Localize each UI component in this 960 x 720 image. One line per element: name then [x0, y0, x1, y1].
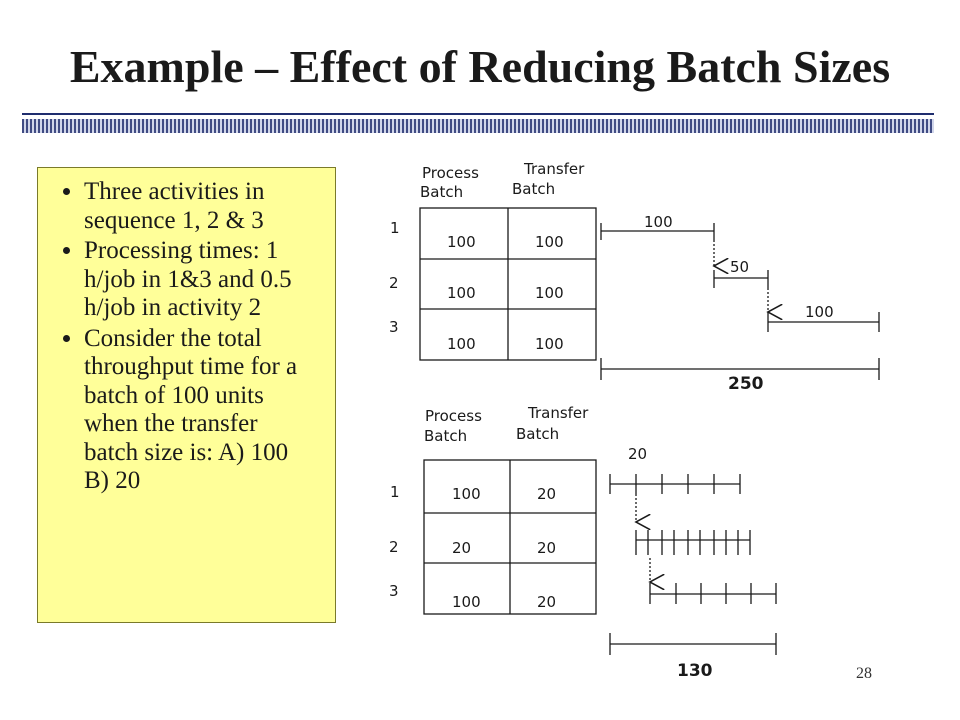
b-process-value: 100 [452, 593, 481, 611]
b-segment-label: 20 [628, 445, 648, 463]
b-timeline [610, 474, 776, 655]
b-transfer-label-2: Batch [516, 425, 560, 443]
bullet-item: • Three activities in sequence 1, 2 & 3 [84, 178, 317, 235]
a-transfer-label-2: Batch [512, 180, 556, 198]
page-number: 28 [856, 665, 872, 682]
a-process-value: 100 [447, 233, 476, 251]
a-transfer-label-1: Transfer [524, 160, 585, 178]
b-process-label-1: Process [425, 407, 482, 425]
b-activity-1: 1 [390, 483, 400, 501]
b-transfer-value: 20 [537, 539, 557, 557]
bullet-item: • Consider the total throughput time for a batch of 100 units when the transfer batch size is: A) 100 B) 20 [84, 325, 317, 496]
a-process-value: 100 [447, 284, 476, 302]
b-process-value: 100 [452, 485, 481, 503]
a-process-value: 100 [447, 335, 476, 353]
a-segment-label: 50 [730, 258, 750, 276]
bullet-item: • Processing times: 1 h/job in 1&3 and 0.5 h/job in activity 2 [84, 237, 317, 323]
b-transfer-value: 20 [537, 485, 557, 503]
a-transfer-value: 100 [535, 284, 564, 302]
b-process-label-2: Batch [424, 427, 468, 445]
a-transfer-value: 100 [535, 335, 564, 353]
b-total-time: 130 [677, 661, 713, 681]
a-activity-2: 2 [389, 274, 399, 292]
a-total-time: 250 [728, 374, 764, 394]
b-transfer-value: 20 [537, 593, 557, 611]
b-transfer-label-1: Transfer [528, 404, 589, 422]
a-timeline [601, 223, 879, 380]
a-process-label-1: Process [422, 164, 479, 182]
a-process-label-2: Batch [420, 183, 464, 201]
b-process-value: 20 [452, 539, 472, 557]
a-segment-label: 100 [644, 213, 673, 231]
a-segment-label: 100 [805, 303, 834, 321]
a-activity-1: 1 [390, 219, 400, 237]
a-activity-3: 3 [389, 318, 399, 336]
a-transfer-value: 100 [535, 233, 564, 251]
b-activity-3: 3 [389, 582, 399, 600]
b-activity-2: 2 [389, 538, 399, 556]
slide-title: Example – Effect of Reducing Batch Sizes [69, 41, 891, 92]
